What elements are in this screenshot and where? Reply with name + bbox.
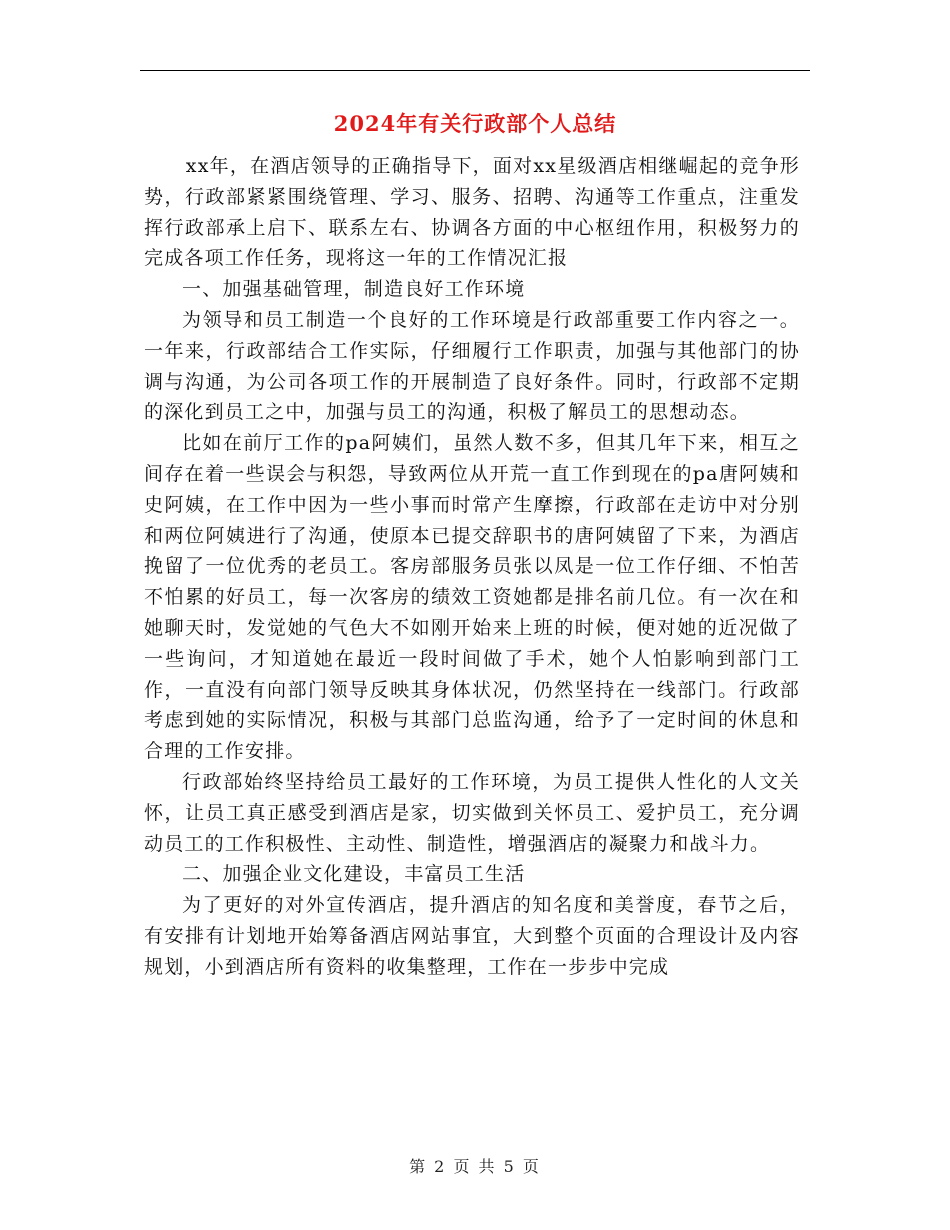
paragraph: 比如在前厅工作的pa阿姨们，虽然人数不多，但其几年下来，相互之间存在着一些误会与积怨，导致两位从开荒一直工作到现在的pa唐阿姨和史阿姨，在工作中因为一些小事而时常产生摩擦，行政部在走访中对分别和两位阿姨进行了沟通，使原本已提交辞职书的唐阿姨留了下来，为酒店挽留了一位优秀的老员工。客房部服务员张以凤是一位工作仔细、不怕苦不怕累的好员工，每一次客房的绩效工资她都是排名前几位。有一次在和她聊天时，发觉她的气色大不如刚开始来上班的时候，便对她的近况做了一些询问，才知道她在最近一段时间做了手术，她个人怕影响到部门工作，一直没有向部门领导反映其身体状况，仍然坚持在一线部门。行政部考虑到她的实际情况，积极与其部门总监沟通，给予了一定时间的休息和合理的工作安排。 bbox=[144, 432, 800, 763]
paragraph: 为了更好的对外宣传酒店，提升酒店的知名度和美誉度，春节之后，有安排有计划地开始筹备酒店网站事宜，大到整个页面的合理设计及内容规划，小到酒店所有资料的收集整理，工作在一步步中完成 bbox=[144, 894, 800, 978]
document-body bbox=[144, 151, 800, 983]
document-title: 2024年有关行政部个人总结 bbox=[333, 111, 617, 136]
section-heading-1: 一、加强基础管理，制造良好工作环境 bbox=[182, 278, 526, 301]
paragraph-intro: xx年，在酒店领导的正确指导下，面对xx星级酒店相继崛起的竞争形势，行政部紧紧围绕管理、学习、服务、招聘、沟通等工作重点，注重发挥行政部承上启下、联系左右、协调各方面的中心枢纽作用，积极努力的完成各项工作任务，现将这一年的工作情况汇报 bbox=[144, 155, 800, 270]
section-heading-2: 二、加强企业文化建设，丰富员工生活 bbox=[182, 863, 526, 886]
page-footer: 第 2 页 共 5 页 bbox=[409, 1157, 541, 1176]
paragraph: 为领导和员工制造一个良好的工作环境是行政部重要工作内容之一。一年来，行政部结合工作实际，仔细履行工作职责，加强与其他部门的协调与沟通，为公司各项工作的开展制造了良好条件。同时，行政部不定期的深化到员工之中，加强与员工的沟通，积极了解员工的思想动态。 bbox=[144, 308, 800, 424]
header-rule bbox=[140, 70, 810, 71]
paragraph: 行政部始终坚持给员工最好的工作环境，为员工提供人性化的人文关怀，让员工真正感受到酒店是家，切实做到关怀员工、爱护员工，充分调动员工的工作积极性、主动性、制造性，增强酒店的凝聚力和战斗力。 bbox=[144, 770, 800, 855]
